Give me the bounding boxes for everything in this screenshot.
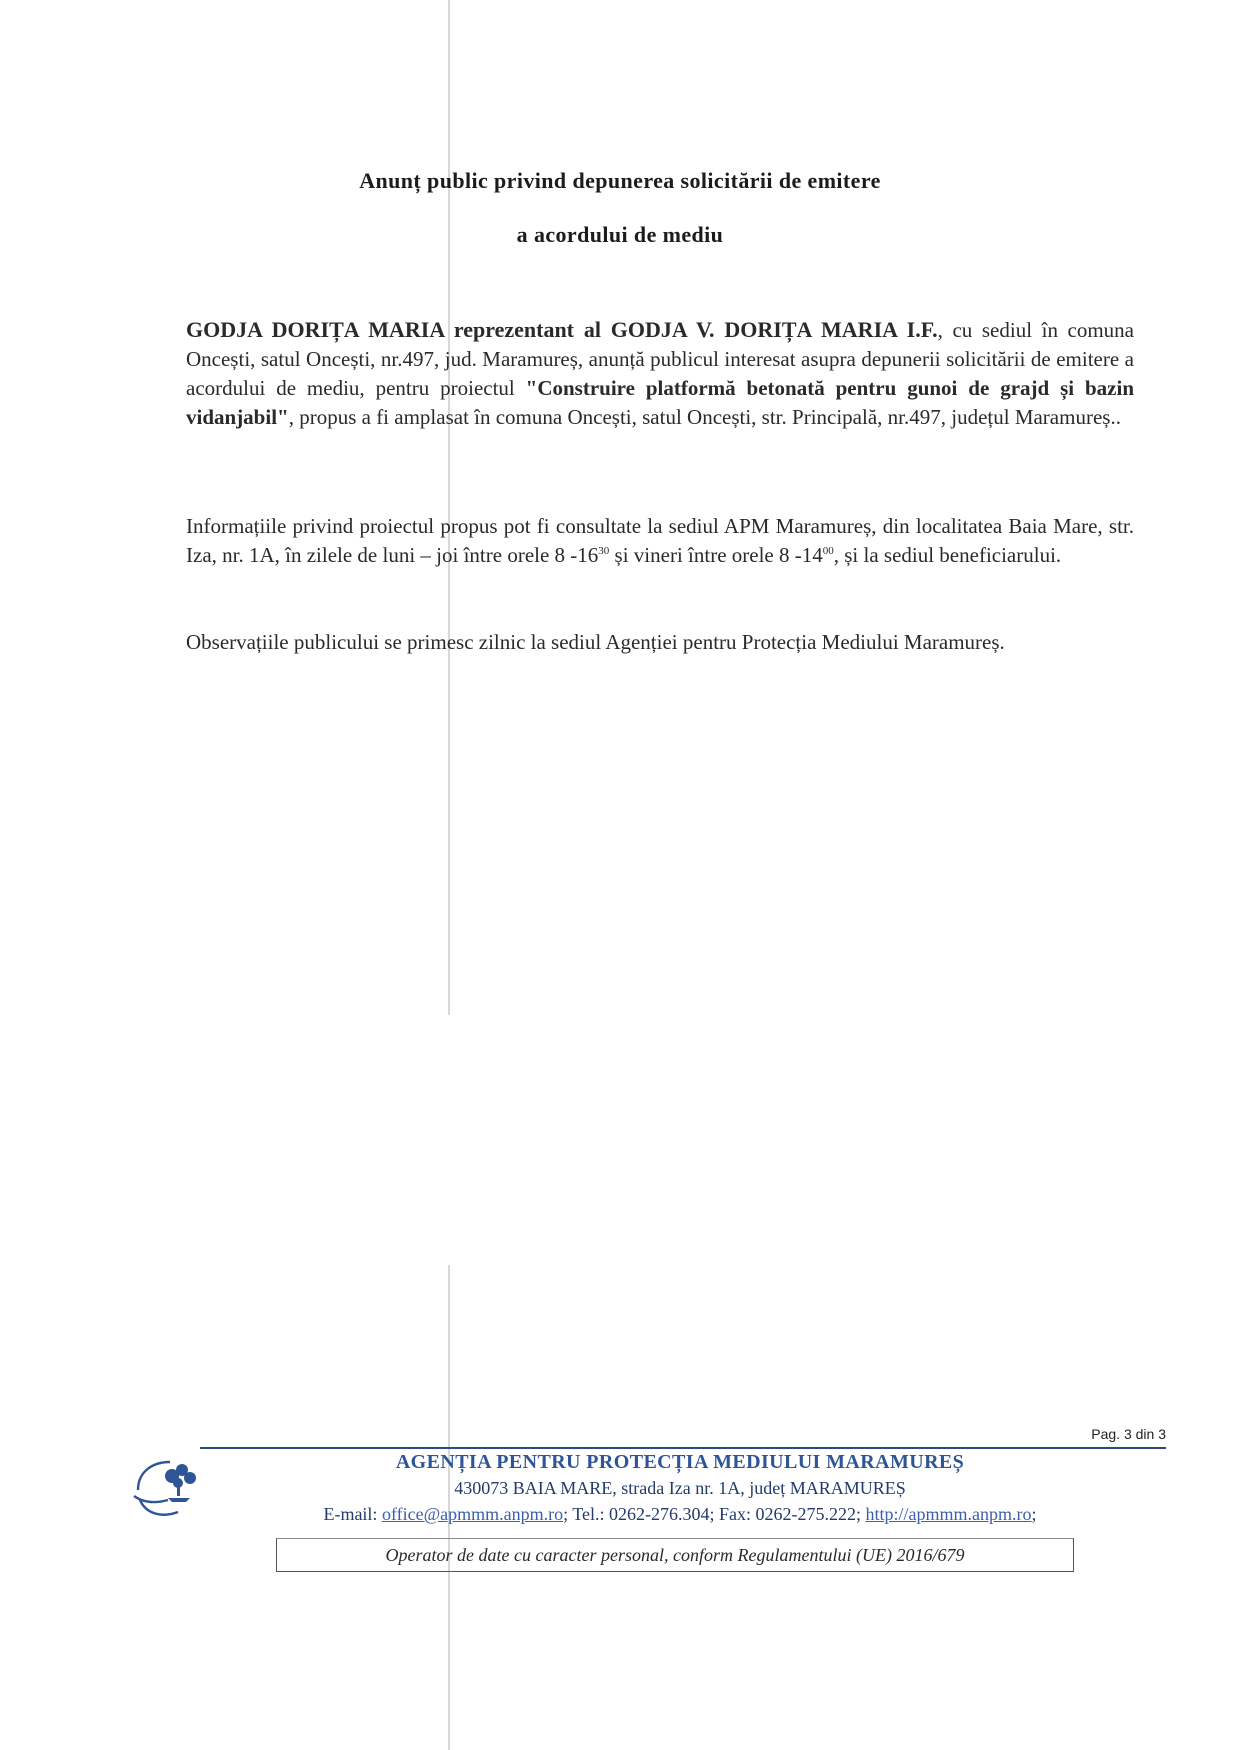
agency-name: AGENȚIA PENTRU PROTECȚIA MEDIULUI MARAMUREȘ	[395, 1451, 965, 1473]
paragraph-applicant	[186, 315, 1134, 432]
agency-address: 430073 BAIA MARE, strada Iza nr. 1A, județ MARAMUREȘ	[454, 1478, 906, 1498]
applicant-name: GODJA DORIȚA MARIA reprezentant al GODJA V. DORIȚA MARIA I.F.	[186, 317, 938, 342]
website-suffix: ;	[1031, 1504, 1037, 1524]
page-number: Pag. 3 din 3	[1091, 1426, 1166, 1442]
announcement-title-line2: a acordului de mediu	[516, 222, 724, 247]
announcement-title-line1: Anunț public privind depunerea solicitării de emitere	[359, 168, 881, 193]
website-link[interactable]: http://apmmm.anpm.ro	[865, 1504, 1032, 1524]
footer-divider	[200, 1447, 1166, 1449]
consultation-text: Informațiile privind proiectul propus pot fi consultate la sediul APM Maramureș, din localitatea Baia Mare, str. Iza, nr. 1A, în zilele de luni – joi între orele 8 -16	[186, 514, 1134, 567]
project-name: "Construire platformă betonată pentru gunoi de grajd și bazin vidanjabil"	[186, 376, 1135, 429]
phone-fax: ; Tel.: 0262-276.304; Fax: 0262-275.222;	[563, 1504, 866, 1524]
consultation-beneficiary: , și la sediul beneficiarului.	[833, 543, 1062, 567]
time-minutes: 00	[822, 545, 834, 557]
project-location: , propus a fi amplasat în comuna Oncești, satul Oncești, str. Principală, nr.497, județul Maramureș..	[288, 405, 1121, 429]
time-minutes: 30	[598, 545, 610, 557]
consultation-friday: și vineri între orele 8 -14	[609, 543, 823, 567]
paragraph-consultation	[186, 512, 1134, 570]
data-protection-disclaimer: Operator de date cu caracter personal, conform Regulamentului (UE) 2016/679	[276, 1538, 1074, 1572]
applicant-details: , cu sediul în comuna Oncești, satul Oncești, nr.497, jud. Maramureș, anunță publicul interesat asupra depunerii solicitării de emitere a acordului de mediu, pentru proiectul	[186, 318, 1135, 400]
email-link[interactable]: office@apmmm.anpm.ro	[381, 1504, 564, 1524]
scan-fold-line	[448, 0, 450, 1015]
paragraph-observations: Observațiile publicului se primesc zilnic la sediul Agenției pentru Protecția Mediului Maramureș.	[186, 630, 1005, 654]
agency-contacts	[190, 1504, 1170, 1525]
email-label: E-mail:	[323, 1504, 382, 1524]
